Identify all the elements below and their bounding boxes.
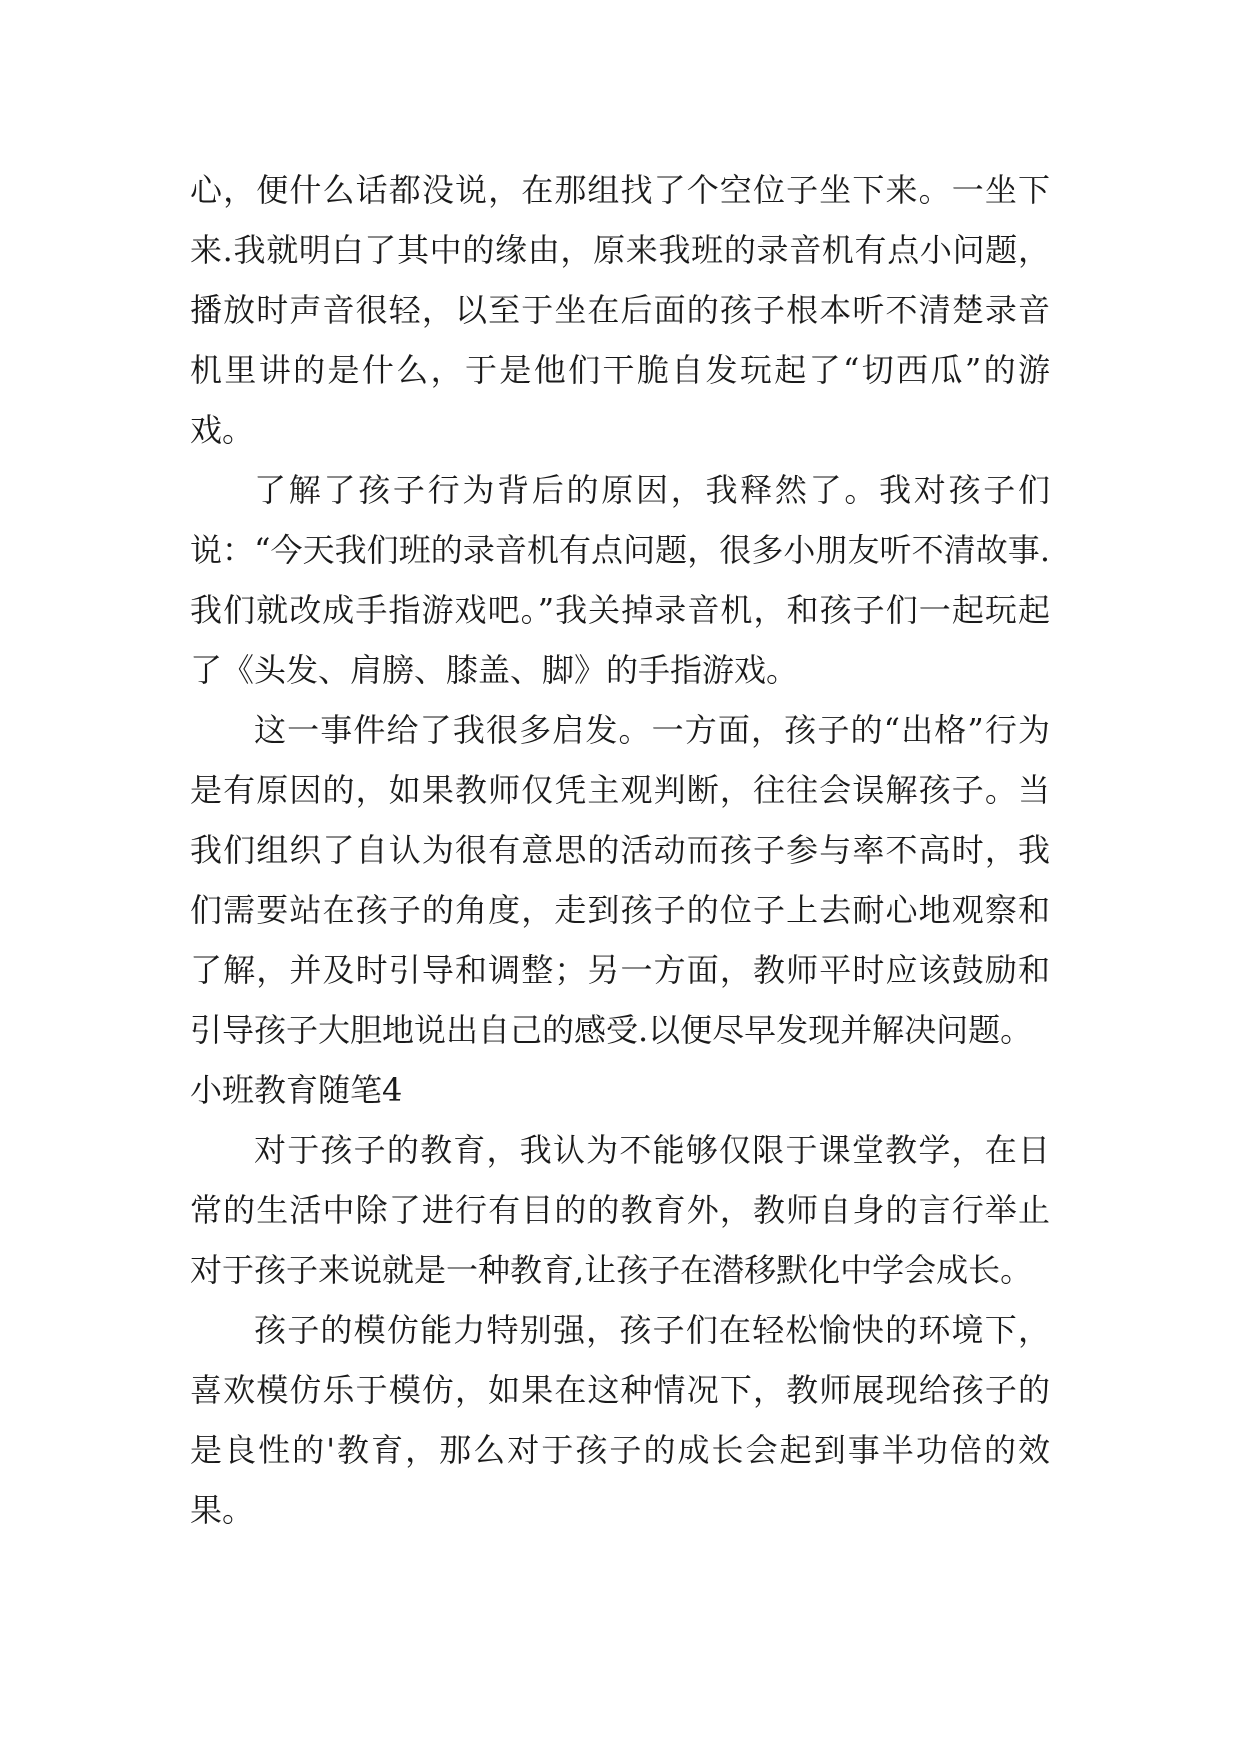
paragraph: 这一事件给了我很多启发。一方面，孩子的“出格”行为是有原因的，如果教师仅凭主观判断，往往会误解孩子。当我们组织了自认为很有意思的活动而孩子参与率不高时，我们需要站在孩子的角度，走到孩子的位子上去耐心地观察和了解，并及时引导和调整；另一方面，教师平时应该鼓励和引导孩子大胆地说出自己的感受.以便尽早发现并解决问题。 (190, 711, 1050, 1049)
section-title: 小班教育随笔4 (190, 1071, 403, 1109)
paragraph: 了解了孩子行为背后的原因，我释然了。我对孩子们说：“今天我们班的录音机有点问题，很多小朋友听不清故事.我们就改成手指游戏吧。”我关掉录音机，和孩子们一起玩起了《头发、肩膀、膝盖、脚》的手指游戏。 (190, 471, 1050, 689)
paragraph: 对于孩子的教育，我认为不能够仅限于课堂教学，在日常的生活中除了进行有目的的教育外，教师自身的言行举止对于孩子来说就是一种教育,让孩子在潜移默化中学会成长。 (190, 1131, 1050, 1289)
paragraph-continued: 心，便什么话都没说，在那组找了个空位子坐下来。一坐下来.我就明白了其中的缘由，原来我班的录音机有点小问题，播放时声音很轻，以至于坐在后面的孩子根本听不清楚录音机里讲的是什么，于是他们干脆自发玩起了“切西瓜”的游戏。 (190, 171, 1050, 449)
document-body (190, 160, 1050, 1540)
paragraph: 孩子的模仿能力特别强，孩子们在轻松愉快的环境下，喜欢模仿乐于模仿，如果在这种情况下，教师展现给孩子的是良性的'教育，那么对于孩子的成长会起到事半功倍的效果。 (190, 1311, 1050, 1529)
